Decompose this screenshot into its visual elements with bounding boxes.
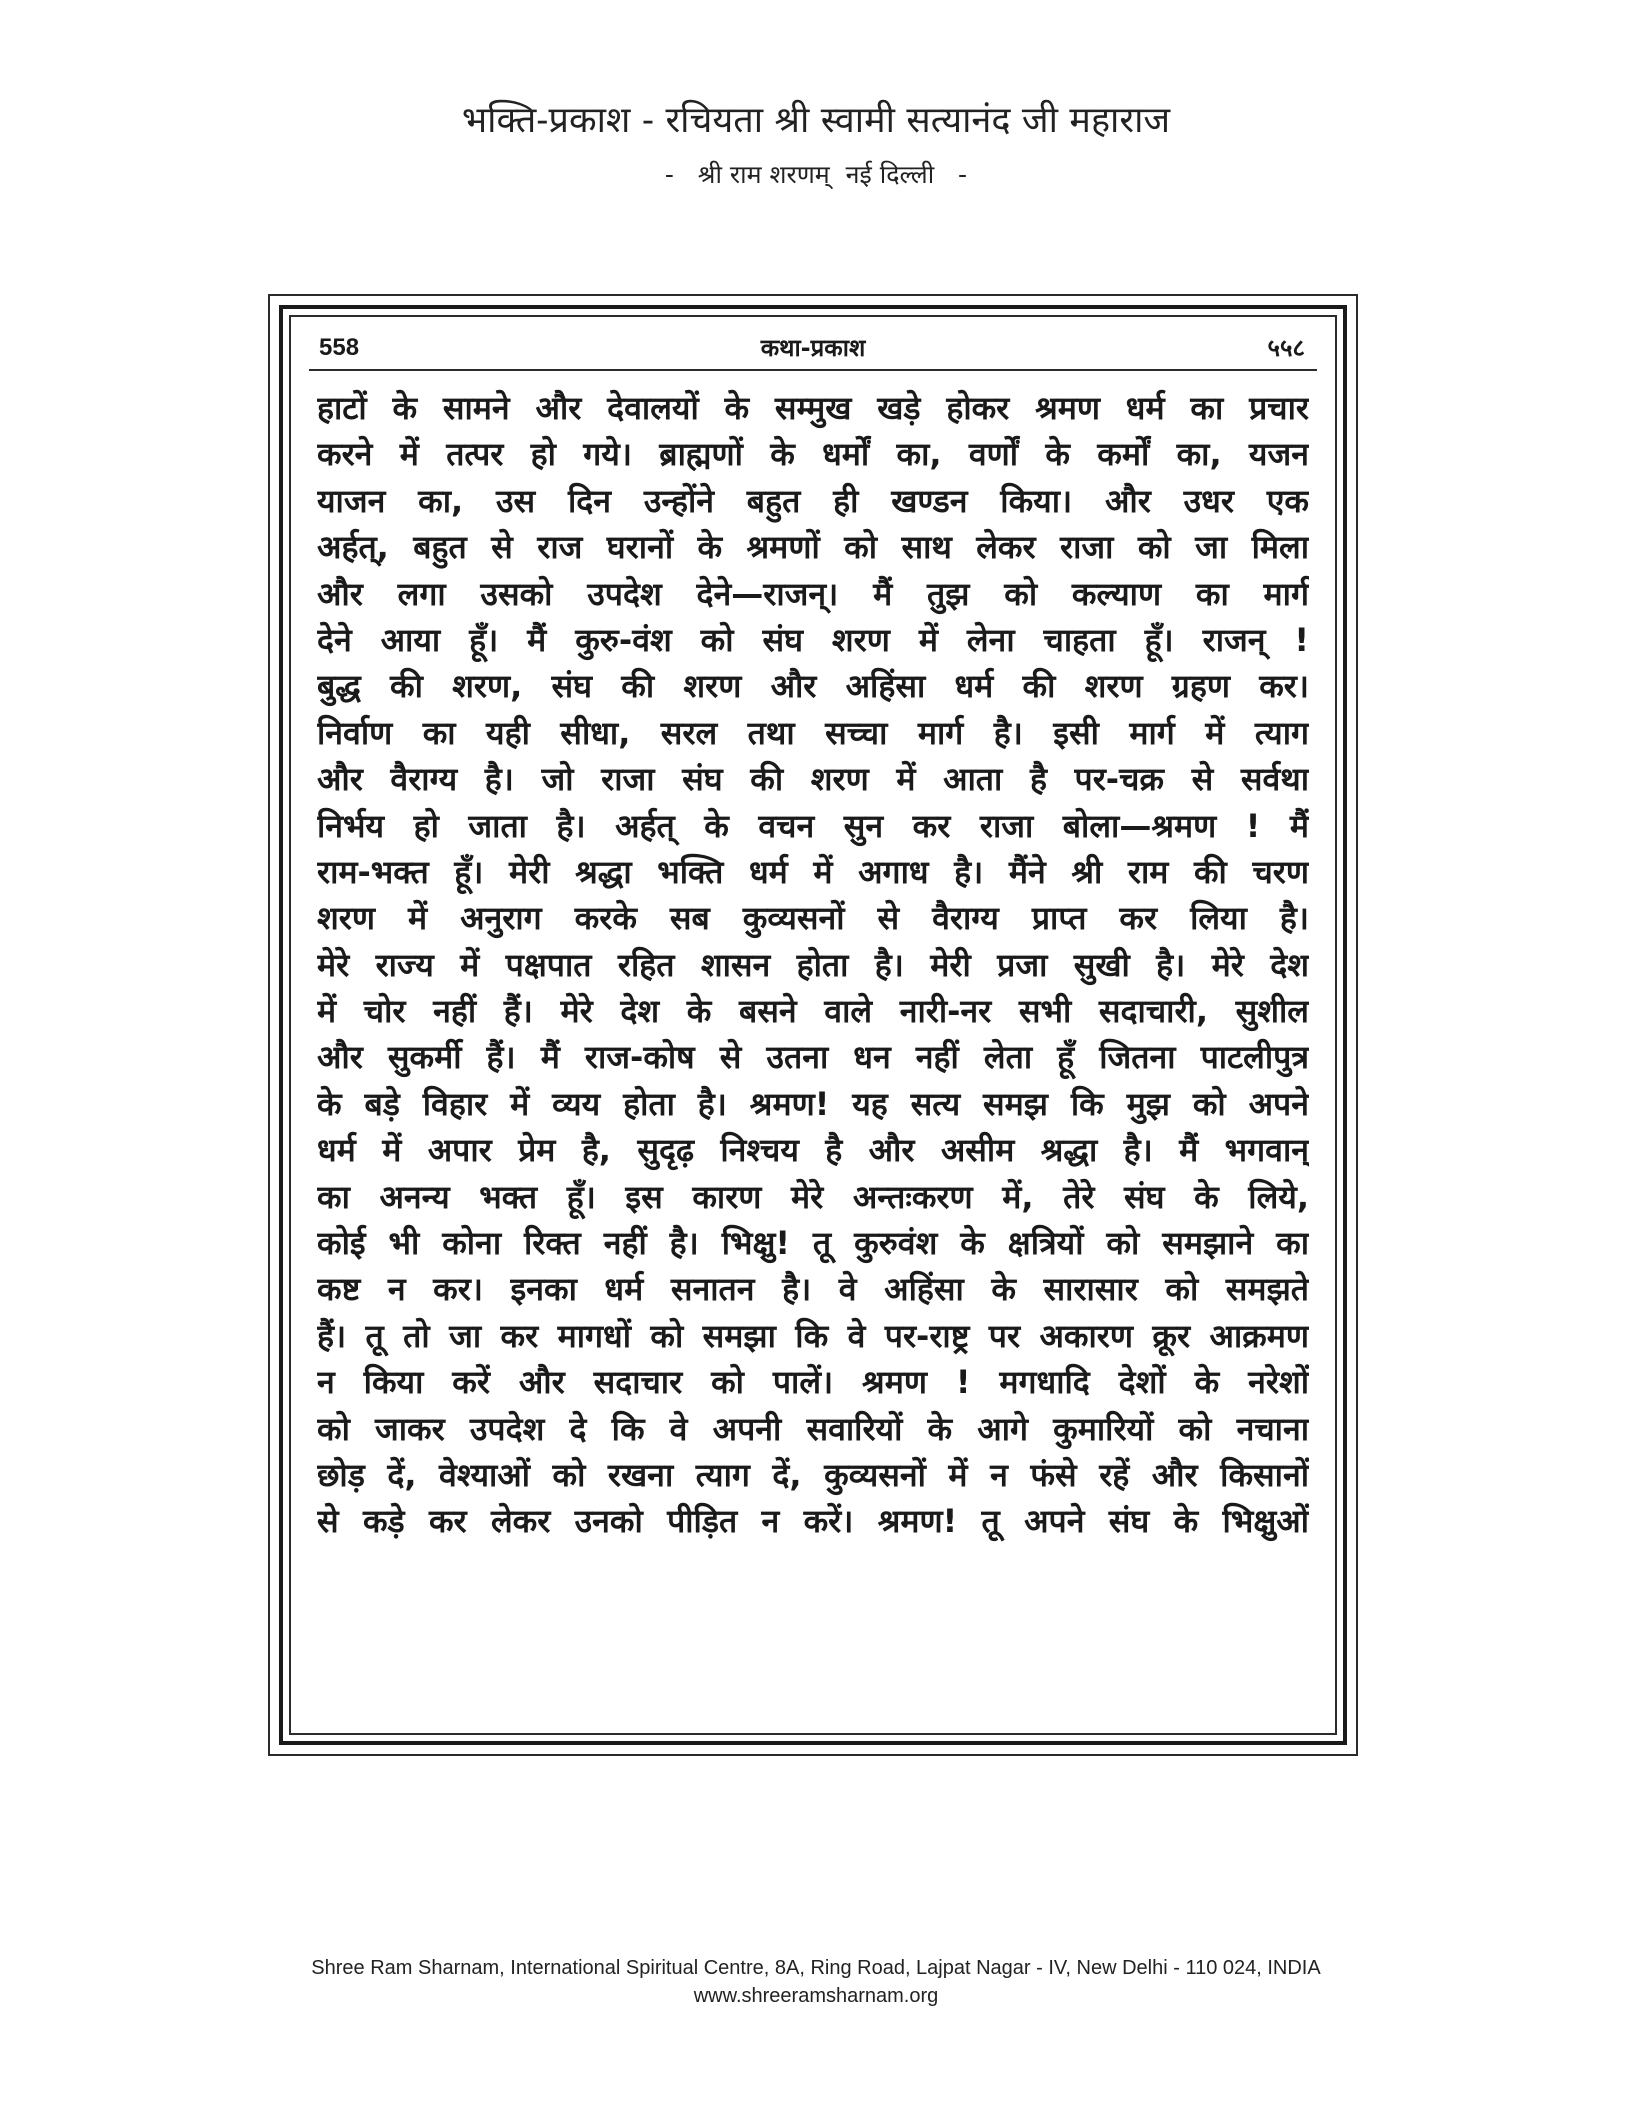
text-line: निर्भय हो जाता है। अर्हत् के वचन सुन कर राजा बोला—श्रमण ! मैं [317, 806, 1309, 845]
text-line: और लगा उसको उपदेश देने—राजन्। मैं तुझ को कल्याण का मार्ग [317, 574, 1309, 613]
text-line: धर्म में अपार प्रेम है, सुदृढ़ निश्चय है और असीम श्रद्धा है। मैं भगवान् [317, 1131, 1309, 1170]
text-line: मेरे राज्य में पक्षपात रहित शासन होता है। मेरी प्रजा सुखी है। मेरे देश [317, 945, 1309, 984]
page-frame-inner [279, 305, 1347, 1745]
text-line: करने में तत्पर हो गये। ब्राह्मणों के धर्मों का, वर्णों के कर्मों का, यजन [317, 435, 1309, 474]
text-line: देने आया हूँ। मैं कुरु-वंश को संघ शरण में लेना चाहता हूँ। राजन् ! [317, 620, 1309, 659]
text-line: बुद्ध की शरण, संघ की शरण और अहिंसा धर्म की शरण ग्रहण कर। [317, 667, 1309, 706]
text-line: में चोर नहीं हैं। मेरे देश के बसने वाले नारी-नर सभी सदाचारी, सुशील [317, 992, 1309, 1031]
text-line: और वैराग्य है। जो राजा संघ की शरण में आता है पर-चक्र से सर्वथा [317, 760, 1309, 799]
page-footer [0, 1954, 1632, 2010]
text-line: शरण में अनुराग करके सब कुव्यसनों से वैराग्य प्राप्त कर लिया है। [317, 899, 1309, 938]
page-header [0, 96, 1632, 192]
text-line: हाटों के सामने और देवालयों के सम्मुख खड़े होकर श्रमण धर्म का प्रचार [317, 389, 1309, 427]
page-number-arabic: 558 [319, 334, 360, 361]
text-line: न किया करें और सदाचार को पालें। श्रमण ! मगधादि देशों के नरेशों [317, 1363, 1309, 1402]
page-frame [268, 294, 1358, 1756]
footer-address: Shree Ram Sharnam, International Spiritual Centre, 8A, Ring Road, Lajpat Nagar - IV, New Delhi - 110 024, INDIA [311, 1957, 1321, 1979]
text-line: और सुकर्मी हैं। मैं राज-कोष से उतना धन नहीं लेता हूँ जितना पाटलीपुत्र [317, 1038, 1309, 1077]
text-line: राम-भक्त हूँ। मेरी श्रद्धा भक्ति धर्म में अगाध है। मैंने श्री राम की चरण [317, 852, 1309, 891]
text-line: कोई भी कोना रिक्त नहीं है। भिक्षु! तू कुरुवंश के क्षत्रियों को समझाने का [317, 1224, 1309, 1263]
text-line: अर्हत्, बहुत से राज घरानों के श्रमणों को साथ लेकर राजा को जा मिला [317, 528, 1309, 567]
running-head [309, 327, 1317, 371]
page-number-devanagari: ५५८ [1267, 334, 1305, 362]
book-title: भक्ति-प्रकाश - रचियता श्री स्वामी सत्यानंद जी महाराज [461, 100, 1171, 141]
text-line: का अनन्य भक्त हूँ। इस कारण मेरे अन्तःकरण में, तेरे संघ के लिये, [317, 1177, 1309, 1216]
page-frame-innermost [289, 315, 1337, 1735]
section-title: कथा-प्रकाश [760, 334, 866, 362]
text-line: को जाकर उपदेश दे कि वे अपनी सवारियों के आगे कुमारियों को नचाना [317, 1409, 1309, 1448]
text-line: से कड़े कर लेकर उनको पीड़ित न करें। श्रमण! तू अपने संघ के भिक्षुओं [317, 1502, 1309, 1541]
text-line: हैं। तू तो जा कर मागधों को समझा कि वे पर-राष्ट्र पर अकारण क्रूर आक्रमण [317, 1316, 1309, 1355]
text-line: छोड़ दें, वेश्याओं को रखना त्याग दें, कुव्यसनों में न फंसे रहें और किसानों [317, 1455, 1309, 1494]
publisher-line: - श्री राम शरणम् नई दिल्ली - [664, 160, 968, 189]
text-line: के बड़े विहार में व्यय होता है। श्रमण! यह सत्य समझ कि मुझ को अपने [317, 1084, 1309, 1123]
text-line: याजन का, उस दिन उन्होंने बहुत ही खण्डन किया। और उधर एक [317, 481, 1309, 520]
text-line: निर्वाण का यही सीधा, सरल तथा सच्चा मार्ग है। इसी मार्ग में त्याग [317, 713, 1309, 752]
body-text [317, 385, 1309, 1545]
text-line: कष्ट न कर। इनका धर्म सनातन है। वे अहिंसा के सारासार को समझते [317, 1270, 1309, 1309]
footer-website: www.shreeramsharnam.org [693, 1985, 939, 2007]
